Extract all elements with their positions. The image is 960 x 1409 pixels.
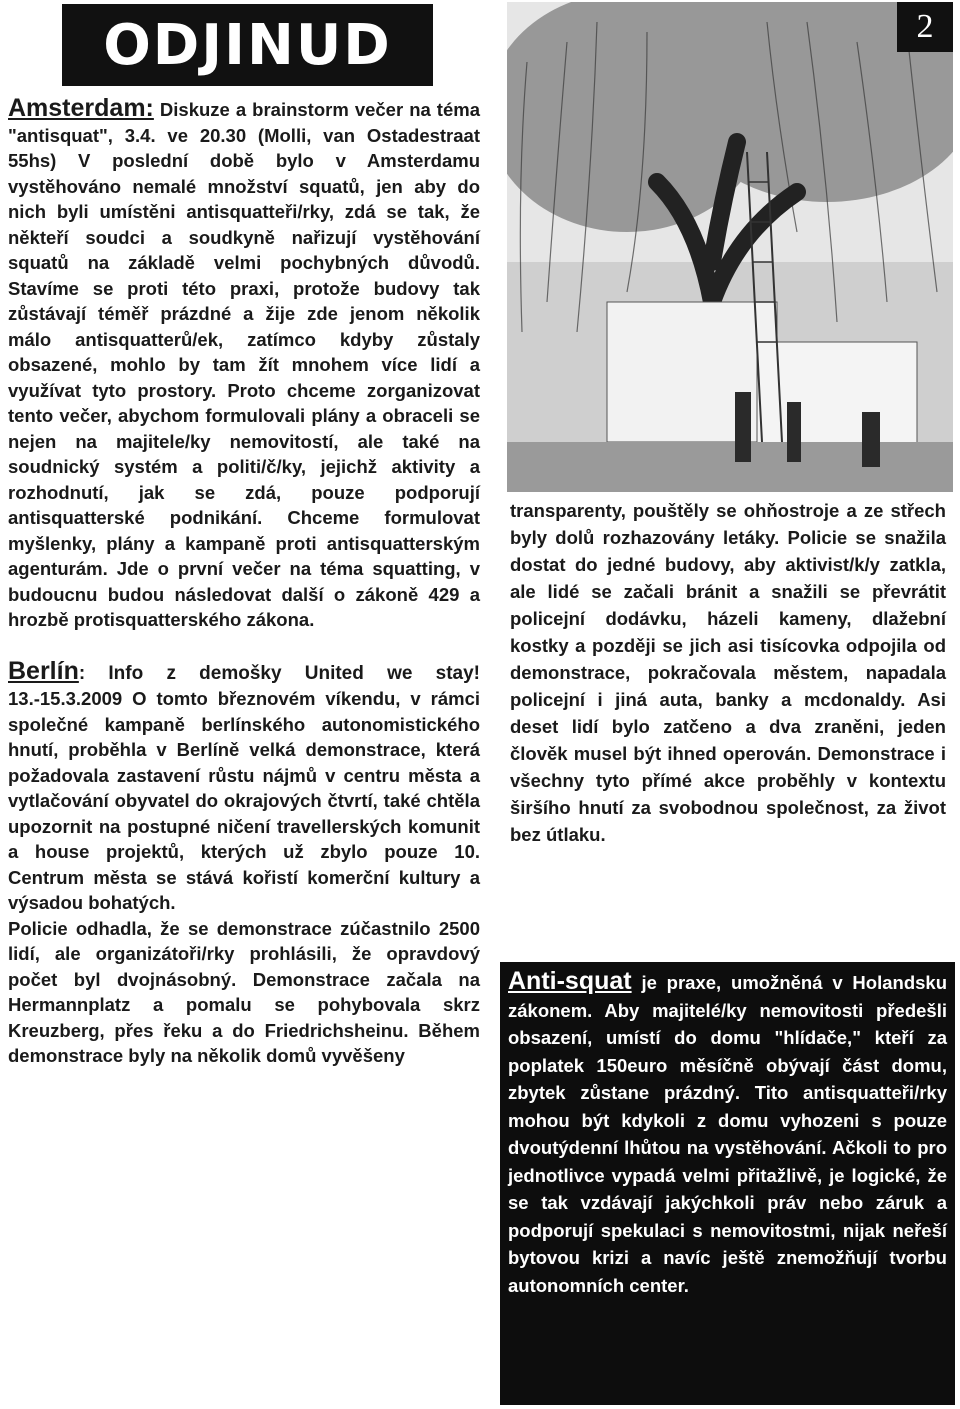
antisquat-body: je praxe, umožněná v Holandsku zákonem. Aby majitelé/ky nemovitosti předešli obsazení, umístí do domu "hlídače," kteří za poplatek 150euro měsíčně obývají část domu, zbytek zůstane prázdný. Tito antisquatteři/rky mohou být kdykoli z domu vyhozeni s pouze dvoutýdenní lhůtou na vystěhování. Ačkoli to pro jednotlivce vypadá velmi přitažlivě, je logické, že se tak vzdávají jakýchkoli práv nebo záruk a podporují spekulaci s nemovitostmi, nijak neřeší bytovou krizi a navíc ještě znemožňují tvorbu autonomních center. — [508, 972, 947, 1296]
page-number: 2 — [897, 2, 953, 52]
antisquat-heading: Anti-squat — [508, 967, 632, 995]
amsterdam-body: Diskuze a brainstorm večer na téma "antisquat", 3.4. ve 20.30 (Molli, van Ostadestraat 55hs) V poslední době bylo v Amsterdamu vystěhováno nemalé množství squatů, jen aby do nich byli umístěni antisquatteři/rky, zdá se tak, že někteří soudci a soudkyně nařizují vystěhování squatů na základě velmi pochybných důvodů. Stavíme se proti této praxi, protože budovy tak zůstávají téměř prázdné a žije zde jenom několik málo antisquatterů/ek, zatímco kdyby zůstaly obsazené, mohlo by tam žít mnohem více lidí a využívat tyto prostory. Proto chceme zorganizovat tento večer, abychom formulovali plány a obraceli se nejen na majitele/ky nemovitostí, ale také na soudnický systém a politi/č/ky, jejichž aktivity a rozhodnutí, jak se zdá, pouze podporují antisquatterské podnikání. Chceme formulovat myšlenky, plány a kampaně proti antisquatterským agenturám. Jde o první večer na téma squatting, v budoucnu budou následovat další o zákoně 429 a hrozbě protisquatterského zákona. — [8, 99, 480, 630]
amsterdam-heading: Amsterdam: — [8, 94, 154, 122]
antisquat-article — [508, 968, 947, 1299]
logo — [62, 4, 433, 86]
berlin-heading: Berlín — [8, 656, 79, 685]
berlin-subheading: : Info z demošky United we stay! — [78, 662, 480, 684]
berlin-continuation: transparenty, pouštěly se ohňostroje a ze střech byly dolů rozhazovány letáky. Policie se snažila dostat do jedné budovy, aby aktivist/k/y zatkla, ale lidé se začali bránit a snažili se převrátit policejní dodávku, házeli kameny, dlažební kostky a později se jich asi tisícovka odpojila od demonstrace, pokračovala městem, napadala policejní i jiná auta, banky a mcdonaldy. Asi deset lidí bylo zatčeno a dva zraněni, jeden člověk musel být ihned operován. Demonstrace i všechny tyto přímé akce proběhly v kontextu širšího hnutí za svobodnou společnost, za život bez útlaku. — [510, 500, 946, 845]
right-column — [510, 497, 946, 848]
logo-text: ODJINUD — [103, 12, 392, 78]
photo-willow-tree-squat — [507, 2, 953, 492]
left-column — [8, 96, 480, 1069]
berlin-body: 13.-15.3.2009 O tomto březnovém víkendu, v rámci společné kampaně berlínského autonomistického hnutí, proběhla v Berlíně velká demonstrace, která požadovala zastavení růstu nájmů v centru města a vytlačování obyvatel do okrajových čtvrtí, také chtěla upozornit na postupné ničení travellerských komunit a house projektů, kterých už zbylo pouze 10. Centrum města se stává kořistí komerční kultury a výsadou bohatých. — [8, 688, 480, 913]
antisquat-box — [500, 962, 955, 1405]
amsterdam-article — [8, 96, 480, 633]
berlin-body-2: Policie odhadla, že se demonstrace zúčastnilo 2500 lidí, ale organizátoři/rky prohlásili, že opravdový počet byl dvojnásobný. Demonstrace začala na Hermannplatz a pomalu se pohybovala skrz Kreuzberg, přes řeku a do Friedrichsheinu. Během demonstrace byly na několik domů vyvěšeny — [8, 917, 480, 1066]
berlin-article — [8, 656, 480, 916]
